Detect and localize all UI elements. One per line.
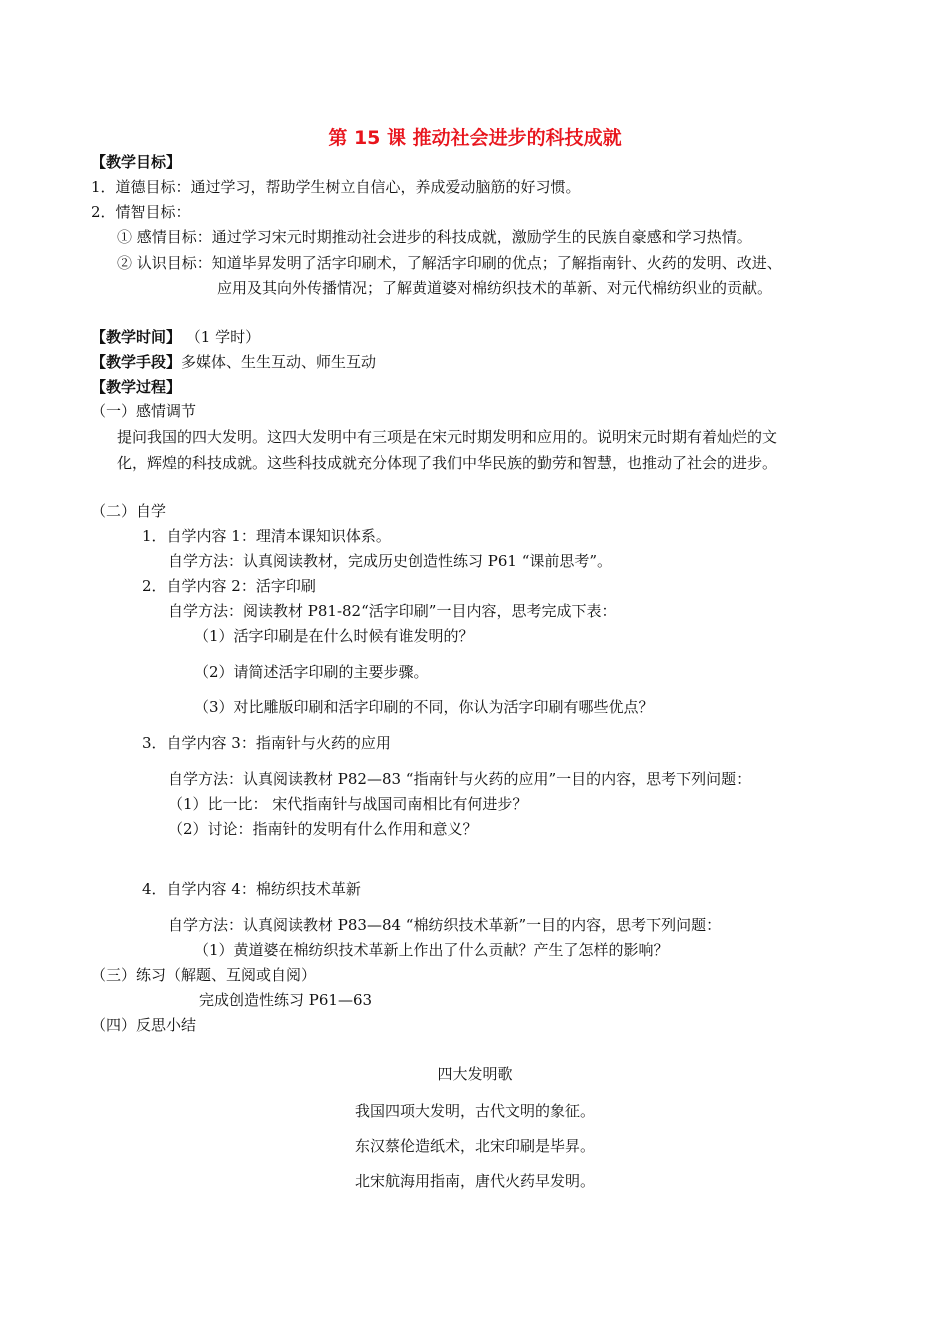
self-study-2-question-2: （2）请简述活字印刷的主要步骤。 <box>194 663 429 681</box>
poem-line: 北宋航海用指南，唐代火药早发明。 <box>354 1172 595 1190</box>
self-study-2-question-1: （1）活字印刷是在什么时候有谁发明的？ <box>194 627 474 645</box>
self-study-3-method: 自学方法：认真阅读教材 P82—83 “指南针与火药的应用”一目的内容，思考下列问题： <box>168 770 752 788</box>
teaching-means <box>91 352 376 372</box>
self-study-2: 2．自学内容 2：活字印刷 <box>142 577 316 595</box>
self-study-3-question-2: （2）讨论：指南针的发明有什么作用和意义？ <box>168 820 478 838</box>
objective-cognition-cont: 应用及其向外传播情况；了解黄道婆对棉纺织技术的革新、对元代棉纺织业的贡献。 <box>217 279 773 297</box>
poem-line: 我国四项大发明，古代文明的象征。 <box>354 1102 595 1120</box>
self-study-4: 4．自学内容 4：棉纺织技术革新 <box>142 880 361 898</box>
part1-text-line2: 化，辉煌的科技成就。这些科技成就充分体现了我们中华民族的勤劳和智慧，也推动了社会的进步。 <box>117 454 778 472</box>
self-study-3: 3．自学内容 3：指南针与火药的应用 <box>142 734 391 752</box>
process-heading: 【教学过程】 <box>91 378 182 396</box>
poem-line: 东汉蔡伦造纸术，北宋印刷是毕昇。 <box>354 1137 595 1155</box>
part4-heading: （四）反思小结 <box>91 1016 197 1034</box>
self-study-3-question-1: （1）比一比： 宋代指南针与战国司南相比有何进步？ <box>168 795 528 813</box>
objective-moral: 1．道德目标：通过学习，帮助学生树立自信心，养成爱动脑筋的好习惯。 <box>91 178 581 196</box>
part2-heading: （二）自学 <box>91 502 167 520</box>
part3-content: 完成创造性练习 P61—63 <box>199 991 373 1009</box>
objective-emotion-intellect: 2．情智目标： <box>91 203 191 221</box>
objectives-heading: 【教学目标】 <box>91 153 182 171</box>
self-study-4-question-1: （1）黄道婆在棉纺织技术革新上作出了什么贡献？产生了怎样的影响？ <box>194 941 669 959</box>
part1-heading: （一）感情调节 <box>91 402 197 420</box>
part3-heading: （三）练习（解题、互阅或自阅） <box>91 966 317 984</box>
objective-emotion: ① 感情目标：通过学习宋元时期推动社会进步的科技成就，激励学生的民族自豪感和学习热情。 <box>117 228 752 246</box>
self-study-1-method: 自学方法：认真阅读教材，完成历史创造性练习 P61 “课前思考”。 <box>168 552 613 570</box>
self-study-2-question-3: （3）对比雕版印刷和活字印刷的不同，你认为活字印刷有哪些优点？ <box>194 698 654 716</box>
part1-text-line1: 提问我国的四大发明。这四大发明中有三项是在宋元时期发明和应用的。说明宋元时期有着灿烂的文 <box>117 428 778 446</box>
teaching-time-value: （1 学时） <box>185 328 261 346</box>
poem-title: 四大发明歌 <box>437 1065 513 1083</box>
self-study-1: 1．自学内容 1：理清本课知识体系。 <box>142 527 391 545</box>
objective-cognition: ② 认识目标：知道毕昇发明了活字印刷术，了解活字印刷的优点；了解指南针、火药的发明、改进、 <box>117 254 782 272</box>
page-title: 第 15 课 推动社会进步的科技成就 <box>328 127 622 149</box>
self-study-4-method: 自学方法：认真阅读教材 P83—84 “棉纺织技术革新”一目的内容，思考下列问题： <box>168 916 722 934</box>
teaching-means-label: 【教学手段】 <box>91 353 182 371</box>
teaching-time <box>91 327 260 347</box>
teaching-time-label: 【教学时间】 <box>91 328 182 346</box>
teaching-means-value: 多媒体、生生互动、师生互动 <box>181 353 377 371</box>
self-study-2-method: 自学方法：阅读教材 P81-82“活字印刷”一目内容，思考完成下表： <box>168 602 617 620</box>
